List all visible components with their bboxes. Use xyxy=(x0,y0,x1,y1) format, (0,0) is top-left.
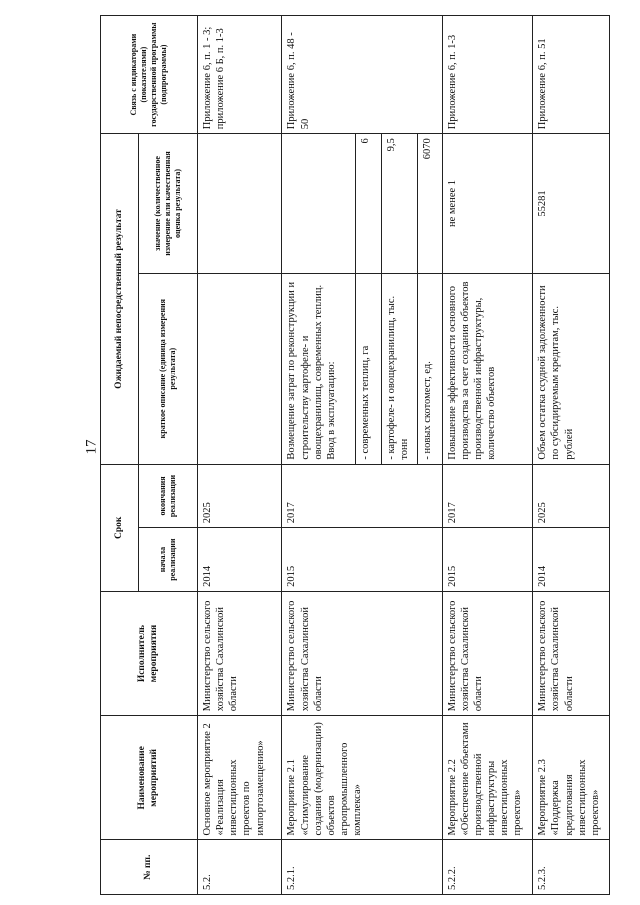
sub-value: 9,5 xyxy=(381,134,417,273)
row-start: 2014 xyxy=(198,528,282,592)
sub-desc: - новых скотомест, ед. xyxy=(417,273,442,464)
sub-value: 6 xyxy=(356,134,381,273)
row-end: 2017 xyxy=(442,464,532,528)
row-executor: Министерство сельского хозяйства Сахалинской области xyxy=(442,591,532,715)
row-name: Мероприятие 2.3 «Поддержка кредитования инвестиционных проектов» xyxy=(533,716,610,840)
row-start: 2015 xyxy=(442,528,532,592)
row-desc xyxy=(198,273,282,464)
header-link: Связь с индикаторами (показателями) государственной программы (подпрограммы) xyxy=(101,16,198,134)
header-result: Ожидаемый непосредственный результат xyxy=(101,134,139,464)
header-executor: Исполнитель мероприятия xyxy=(101,591,198,715)
row-start: 2014 xyxy=(533,528,610,592)
row-num: 5.2.2. xyxy=(442,840,532,895)
sub-desc: - современных теплиц, га xyxy=(356,273,381,464)
row-executor: Министерство сельского хозяйства Сахалинской области xyxy=(198,591,282,715)
row-name: Основное мероприятие 2 «Реализация инвестиционных проектов по импортозамещению» xyxy=(198,716,282,840)
row-link: Приложение 6, п. 1 - 3; приложение 6 Б, п. 1-3 xyxy=(198,16,282,134)
row-link: Приложение 6, п. 48 - 50 xyxy=(282,16,442,134)
header-term-start: начала реализации xyxy=(138,528,197,592)
row-num: 5.2.1. xyxy=(282,840,442,895)
row-name: Мероприятие 2.1 «Стимулирование создания (модернизации) объектов агропромышленного комплекса» xyxy=(282,716,442,840)
header-result-value: значение (количественное измерение или качественная оценка результата) xyxy=(138,134,197,273)
row-link: Приложение 6, п. 1-3 xyxy=(442,16,532,134)
header-term-end: окончания реализации xyxy=(138,464,197,528)
table-row xyxy=(198,16,282,895)
table-row xyxy=(442,16,532,895)
row-end: 2017 xyxy=(282,464,442,528)
page-number: 17 xyxy=(83,439,100,455)
table-row xyxy=(533,16,610,895)
row-num: 5.2. xyxy=(198,840,282,895)
row-value: 55281 xyxy=(533,134,610,273)
header-num: № пп. xyxy=(101,840,198,895)
header-name: Наименование мероприятий xyxy=(101,716,198,840)
row-value xyxy=(282,134,356,273)
sub-desc: - картофеле- и овощехранилищ, тыс. тонн xyxy=(381,273,417,464)
row-executor: Министерство сельского хозяйства Сахалинской области xyxy=(533,591,610,715)
row-value xyxy=(198,134,282,273)
row-link: Приложение 6, п. 51 xyxy=(533,16,610,134)
row-desc: Повышение эффективности основного производства за счет создания объектов производственной инфраструктуры, количество объектов xyxy=(442,273,532,464)
measures-table xyxy=(100,15,610,895)
rotated-table-container xyxy=(100,15,610,895)
row-end: 2025 xyxy=(533,464,610,528)
row-executor: Министерство сельского хозяйства Сахалинской области xyxy=(282,591,442,715)
row-num: 5.2.3. xyxy=(533,840,610,895)
row-value: не менее 1 xyxy=(442,134,532,273)
row-name: Мероприятие 2.2 «Обеспечение объектами производственной инфраструктуры инвестиционных проектов» xyxy=(442,716,532,840)
row-desc: Объем остатка ссудной задолженности по субсидируемым кредитам, тыс. рублей xyxy=(533,273,610,464)
row-start: 2015 xyxy=(282,528,442,592)
row-desc: Возмещение затрат по реконструкции и строительству картофеле- и овощехранилищ, современных теплиц. Ввод в эксплуатацию: xyxy=(282,273,356,464)
header-term: Срок xyxy=(101,464,139,591)
table-row xyxy=(282,16,356,895)
sub-value: 6070 xyxy=(417,134,442,273)
row-end: 2025 xyxy=(198,464,282,528)
header-result-desc: краткое описание (единица измерения результата) xyxy=(138,273,197,464)
